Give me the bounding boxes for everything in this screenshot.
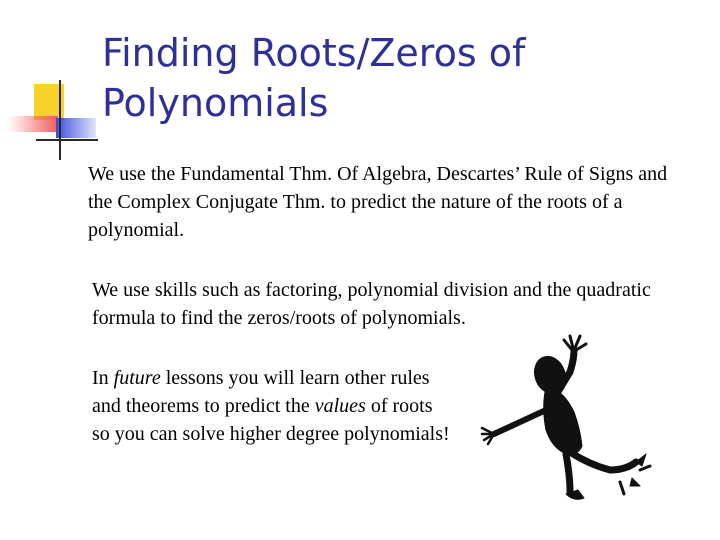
future-emphasis: future: [113, 367, 161, 389]
paragraph-future-text-1: In: [92, 367, 114, 389]
slide-title: Finding Roots/Zeros of Polynomials: [102, 31, 526, 125]
paragraph-future-text-2: lessons you will learn other rules and theorems to predict the: [92, 367, 430, 417]
paragraph-future-text-3: of roots so you can solve higher degree polynomials!: [92, 395, 450, 445]
values-emphasis: values: [314, 395, 366, 417]
paragraph-theorems: We use the Fundamental Thm. Of Algebra, Descartes’ Rule of Signs and the Complex Conjugate Thm. to predict the nature of the roots of a polynomial.: [88, 163, 668, 241]
cheering-figure-icon: [470, 330, 670, 530]
paragraph-future: [92, 364, 452, 448]
colored-blocks-icon: [0, 0, 100, 170]
paragraph-skills: We use skills such as factoring, polynomial division and the quadratic formula to find the zeros/roots of polynomials.: [92, 279, 651, 329]
